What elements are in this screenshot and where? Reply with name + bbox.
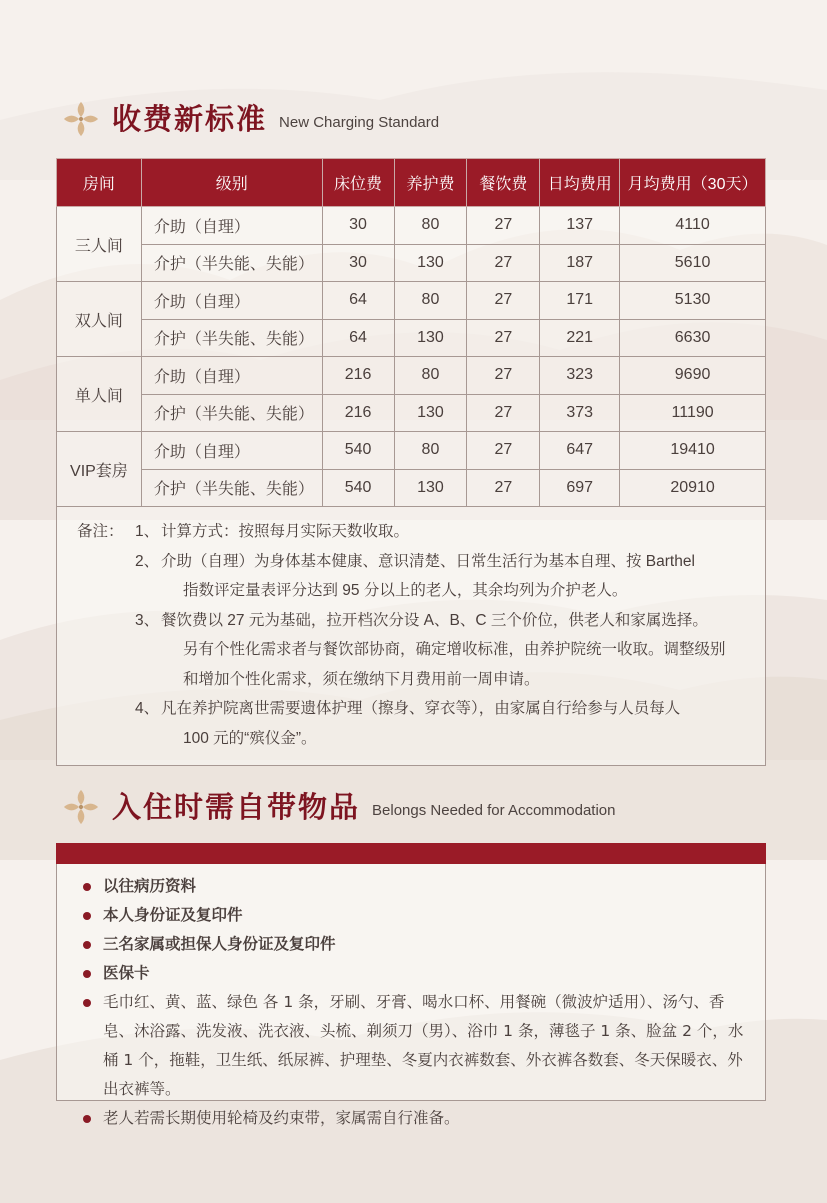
- table-row: [57, 469, 766, 507]
- section-title-zh: 收费新标准: [112, 102, 268, 136]
- note-item: [77, 606, 745, 636]
- bed-cell: 64: [322, 319, 394, 357]
- notes-row: [57, 507, 766, 766]
- header-level: 级别: [141, 159, 322, 207]
- meal-cell: 27: [467, 432, 540, 470]
- list-item: [79, 959, 745, 988]
- header-daily: 日均费用: [540, 159, 620, 207]
- table-row: [57, 432, 766, 470]
- header-monthly: 月均费用（30天）: [620, 159, 766, 207]
- bullet-icon: [83, 941, 91, 949]
- daily-cell: 373: [540, 394, 620, 432]
- note-text: 和增加个性化需求，须在缴纳下月费用前一周申请。: [183, 670, 540, 688]
- meal-cell: 27: [467, 394, 540, 432]
- header-bed: 床位费: [322, 159, 394, 207]
- daily-cell: 323: [540, 357, 620, 395]
- monthly-cell: 20910: [620, 469, 766, 507]
- level-cell: 介助（自理）: [141, 432, 322, 470]
- care-cell: 130: [394, 394, 467, 432]
- list-item-text: 毛巾红、黄、蓝、绿色 各 1 条，牙刷、牙膏、喝水口杯、用餐碗（微波炉适用）、汤勺、香皂、沐浴露、洗发液、洗衣液、头梳、剃须刀（男）、浴巾 1 条，薄毯子 1 条、脸盆 2 个，水桶 1 个，拖鞋，卫生纸、纸尿裤、护理垫、冬夏内衣裤数套、外衣裤各数套、冬天保暖衣、外出衣裤等。: [103, 993, 744, 1098]
- note-text: 计算方式：按照每月实际天数收取。: [161, 523, 410, 540]
- list-item-text: 老人若需长期使用轮椅及约束带，家属需自行准备。: [103, 1109, 460, 1127]
- note-text: 介助（自理）为身体基本健康、意识清楚、日常生活行为基本自理、按 Barthel: [161, 552, 695, 570]
- note-number: 3、: [135, 611, 160, 629]
- bullet-icon: [83, 999, 91, 1007]
- room-cell: VIP套房: [57, 432, 142, 507]
- level-cell: 介护（半失能、失能）: [141, 469, 322, 507]
- monthly-cell: 5130: [620, 282, 766, 320]
- note-number: 2、: [135, 552, 160, 570]
- table-header-row: [57, 159, 766, 207]
- belongings-list: [56, 864, 766, 1127]
- meal-cell: 27: [467, 469, 540, 507]
- meal-cell: 27: [467, 357, 540, 395]
- section-title-en: New Charging Standard: [279, 114, 440, 131]
- note-text: 凡在养护院离世需要遗体护理（擦身、穿衣等），由家属自行给参与人员每人: [161, 700, 681, 717]
- bed-cell: 540: [322, 432, 394, 470]
- room-cell: 单人间: [57, 357, 142, 432]
- daily-cell: 171: [540, 282, 620, 320]
- care-cell: 80: [394, 207, 467, 245]
- note-item: [77, 547, 745, 577]
- note-text: 另有个性化需求者与餐饮部协商，确定增收标准，由养护院统一收取。调整级别: [183, 641, 726, 658]
- header-meal: 餐饮费: [467, 159, 540, 207]
- notes-cell: [57, 507, 766, 766]
- bed-cell: 216: [322, 357, 394, 395]
- bullet-icon: [83, 883, 91, 891]
- list-item: [79, 1104, 745, 1133]
- header-care: 养护费: [394, 159, 467, 207]
- section-title-en: Belongs Needed for Accommodation: [372, 802, 616, 819]
- level-cell: 介护（半失能、失能）: [141, 244, 322, 282]
- section-title-charging: [62, 100, 439, 138]
- daily-cell: 187: [540, 244, 620, 282]
- monthly-cell: 9690: [620, 357, 766, 395]
- flower-icon: [62, 788, 100, 826]
- note-number: 1、: [135, 523, 160, 540]
- bed-cell: 30: [322, 244, 394, 282]
- list-item: [79, 988, 745, 1104]
- list-item: [79, 930, 745, 959]
- monthly-cell: 19410: [620, 432, 766, 470]
- note-text: 餐饮费以 27 元为基础，拉开档次分设 A、B、C 三个价位，供老人和家属选择。: [161, 611, 708, 629]
- care-cell: 80: [394, 282, 467, 320]
- belongings-header-bar: [56, 843, 766, 864]
- care-cell: 130: [394, 244, 467, 282]
- bullet-icon: [83, 912, 91, 920]
- fee-table: [56, 158, 766, 766]
- notes-label: 备注：: [77, 523, 124, 540]
- table-row: [57, 207, 766, 245]
- care-cell: 130: [394, 469, 467, 507]
- table-row: [57, 282, 766, 320]
- note-text: 指数评定量表评分达到 95 分以上的老人，其余均列为介护老人。: [183, 582, 628, 599]
- bullet-icon: [83, 1115, 91, 1123]
- monthly-cell: 6630: [620, 319, 766, 357]
- daily-cell: 137: [540, 207, 620, 245]
- list-item: [79, 872, 745, 901]
- list-item-text: 三名家属或担保人身份证及复印件: [103, 935, 336, 953]
- table-row: [57, 244, 766, 282]
- list-item: [79, 901, 745, 930]
- table-row: [57, 357, 766, 395]
- list-item-text: 以往病历资料: [103, 877, 197, 895]
- care-cell: 80: [394, 432, 467, 470]
- level-cell: 介助（自理）: [141, 282, 322, 320]
- list-item-text: 医保卡: [103, 964, 150, 982]
- daily-cell: 221: [540, 319, 620, 357]
- table-row: [57, 394, 766, 432]
- care-cell: 130: [394, 319, 467, 357]
- bed-cell: 540: [322, 469, 394, 507]
- note-text: 100 元的“殡仪金”。: [183, 729, 317, 747]
- note-item: [77, 517, 745, 547]
- level-cell: 介护（半失能、失能）: [141, 319, 322, 357]
- meal-cell: 27: [467, 207, 540, 245]
- bullet-icon: [83, 970, 91, 978]
- level-cell: 介助（自理）: [141, 357, 322, 395]
- bed-cell: 216: [322, 394, 394, 432]
- header-room: 房间: [57, 159, 142, 207]
- room-cell: 双人间: [57, 282, 142, 357]
- meal-cell: 27: [467, 282, 540, 320]
- monthly-cell: 11190: [620, 394, 766, 432]
- bed-cell: 30: [322, 207, 394, 245]
- note-item: [77, 694, 745, 724]
- bed-cell: 64: [322, 282, 394, 320]
- meal-cell: 27: [467, 319, 540, 357]
- monthly-cell: 4110: [620, 207, 766, 245]
- section-title-belongings: [62, 788, 616, 826]
- daily-cell: 647: [540, 432, 620, 470]
- level-cell: 介助（自理）: [141, 207, 322, 245]
- room-cell: 三人间: [57, 207, 142, 282]
- list-item-text: 本人身份证及复印件: [103, 906, 243, 924]
- section-title-zh: 入住时需自带物品: [112, 790, 361, 824]
- level-cell: 介护（半失能、失能）: [141, 394, 322, 432]
- flower-icon: [62, 100, 100, 138]
- table-row: [57, 319, 766, 357]
- care-cell: 80: [394, 357, 467, 395]
- daily-cell: 697: [540, 469, 620, 507]
- meal-cell: 27: [467, 244, 540, 282]
- monthly-cell: 5610: [620, 244, 766, 282]
- note-number: 4、: [135, 700, 160, 717]
